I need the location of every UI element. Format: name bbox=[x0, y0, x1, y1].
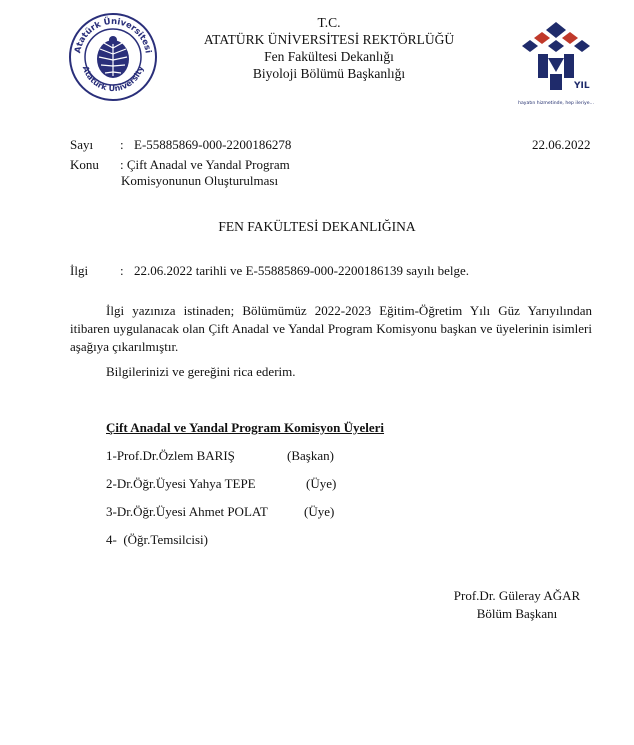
sayi-value: E-55885869-000-2200186278 bbox=[134, 137, 292, 152]
member-role: (Başkan) bbox=[287, 448, 334, 463]
signatory-name: Prof.Dr. Güleray AĞAR bbox=[453, 588, 581, 603]
ilgi-label: İlgi bbox=[70, 263, 89, 278]
member-role: (Üye) bbox=[306, 476, 337, 491]
ilgi-colon: : bbox=[120, 263, 124, 278]
member-name: 3-Dr.Öğr.Üyesi Ahmet POLAT bbox=[106, 504, 268, 519]
sayi-colon: : bbox=[120, 137, 124, 152]
member-name: 2-Dr.Öğr.Üyesi Yahya TEPE bbox=[106, 476, 256, 491]
konu-label: Konu bbox=[70, 157, 99, 172]
ilgi-row bbox=[70, 263, 469, 279]
seal-text-top: Atatürk Üniversitesi bbox=[73, 16, 153, 55]
signatory-title: Bölüm Başkanı bbox=[476, 606, 558, 621]
konu-line2: Komisyonunun Oluşturulması bbox=[121, 173, 279, 188]
konu-block bbox=[70, 157, 290, 189]
konu-colon: : bbox=[120, 157, 124, 172]
header-faculty: Fen Fakültesi Dekanlığı bbox=[264, 49, 394, 64]
logo-slogan: hayatın hizmetinde, hep ileriye... bbox=[518, 101, 594, 106]
member-name: 4- (Öğr.Temsilcisi) bbox=[106, 532, 208, 547]
committee-member bbox=[106, 532, 208, 548]
committee-member bbox=[106, 504, 335, 520]
member-name: 1-Prof.Dr.Özlem BARIŞ bbox=[106, 448, 235, 463]
ataturk-university-seal-icon bbox=[68, 12, 158, 102]
sayi-label: Sayı bbox=[70, 137, 94, 152]
header-tc: T.C. bbox=[317, 15, 341, 30]
addressee: FEN FAKÜLTESİ DEKANLIĞINA bbox=[218, 219, 416, 234]
document-date: 22.06.2022 bbox=[532, 137, 591, 152]
header-university: ATATÜRK ÜNİVERSİTESİ REKTÖRLÜĞÜ bbox=[203, 32, 455, 47]
sayi-row bbox=[70, 137, 291, 153]
member-role: (Üye) bbox=[304, 504, 335, 519]
committee-title: Çift Anadal ve Yandal Program Komisyon Üyeleri bbox=[106, 420, 385, 435]
body-paragraph-1 bbox=[70, 302, 592, 356]
konu-line1: Çift Anadal ve Yandal Program bbox=[126, 157, 290, 172]
signature-block bbox=[432, 587, 602, 623]
university-70th-year-logo-icon bbox=[516, 18, 596, 110]
committee-member bbox=[106, 448, 334, 464]
body-paragraph-2: Bilgilerinizi ve gereğini rica ederim. bbox=[106, 364, 296, 379]
committee-member bbox=[106, 476, 337, 492]
logo-yil-text: YIL bbox=[574, 81, 590, 91]
paragraph-1-text: İlgi yazınıza istinaden; Bölümümüz 2022-2023 Eğitim-Öğretim Yılı Güz Yarıyılından itibaren uygulanacak olan Çift Anadal ve Yandal Program Komisyonu başkan ve üyelerinin isimleri aşağıya çıkarılmıştır. bbox=[70, 303, 592, 354]
seal-text-bottom: Atatürk University bbox=[80, 64, 146, 94]
ilgi-value: 22.06.2022 tarihli ve E-55885869-000-2200186139 sayılı belge. bbox=[134, 263, 470, 278]
document-header bbox=[170, 14, 488, 82]
header-department: Biyoloji Bölümü Başkanlığı bbox=[252, 66, 406, 81]
